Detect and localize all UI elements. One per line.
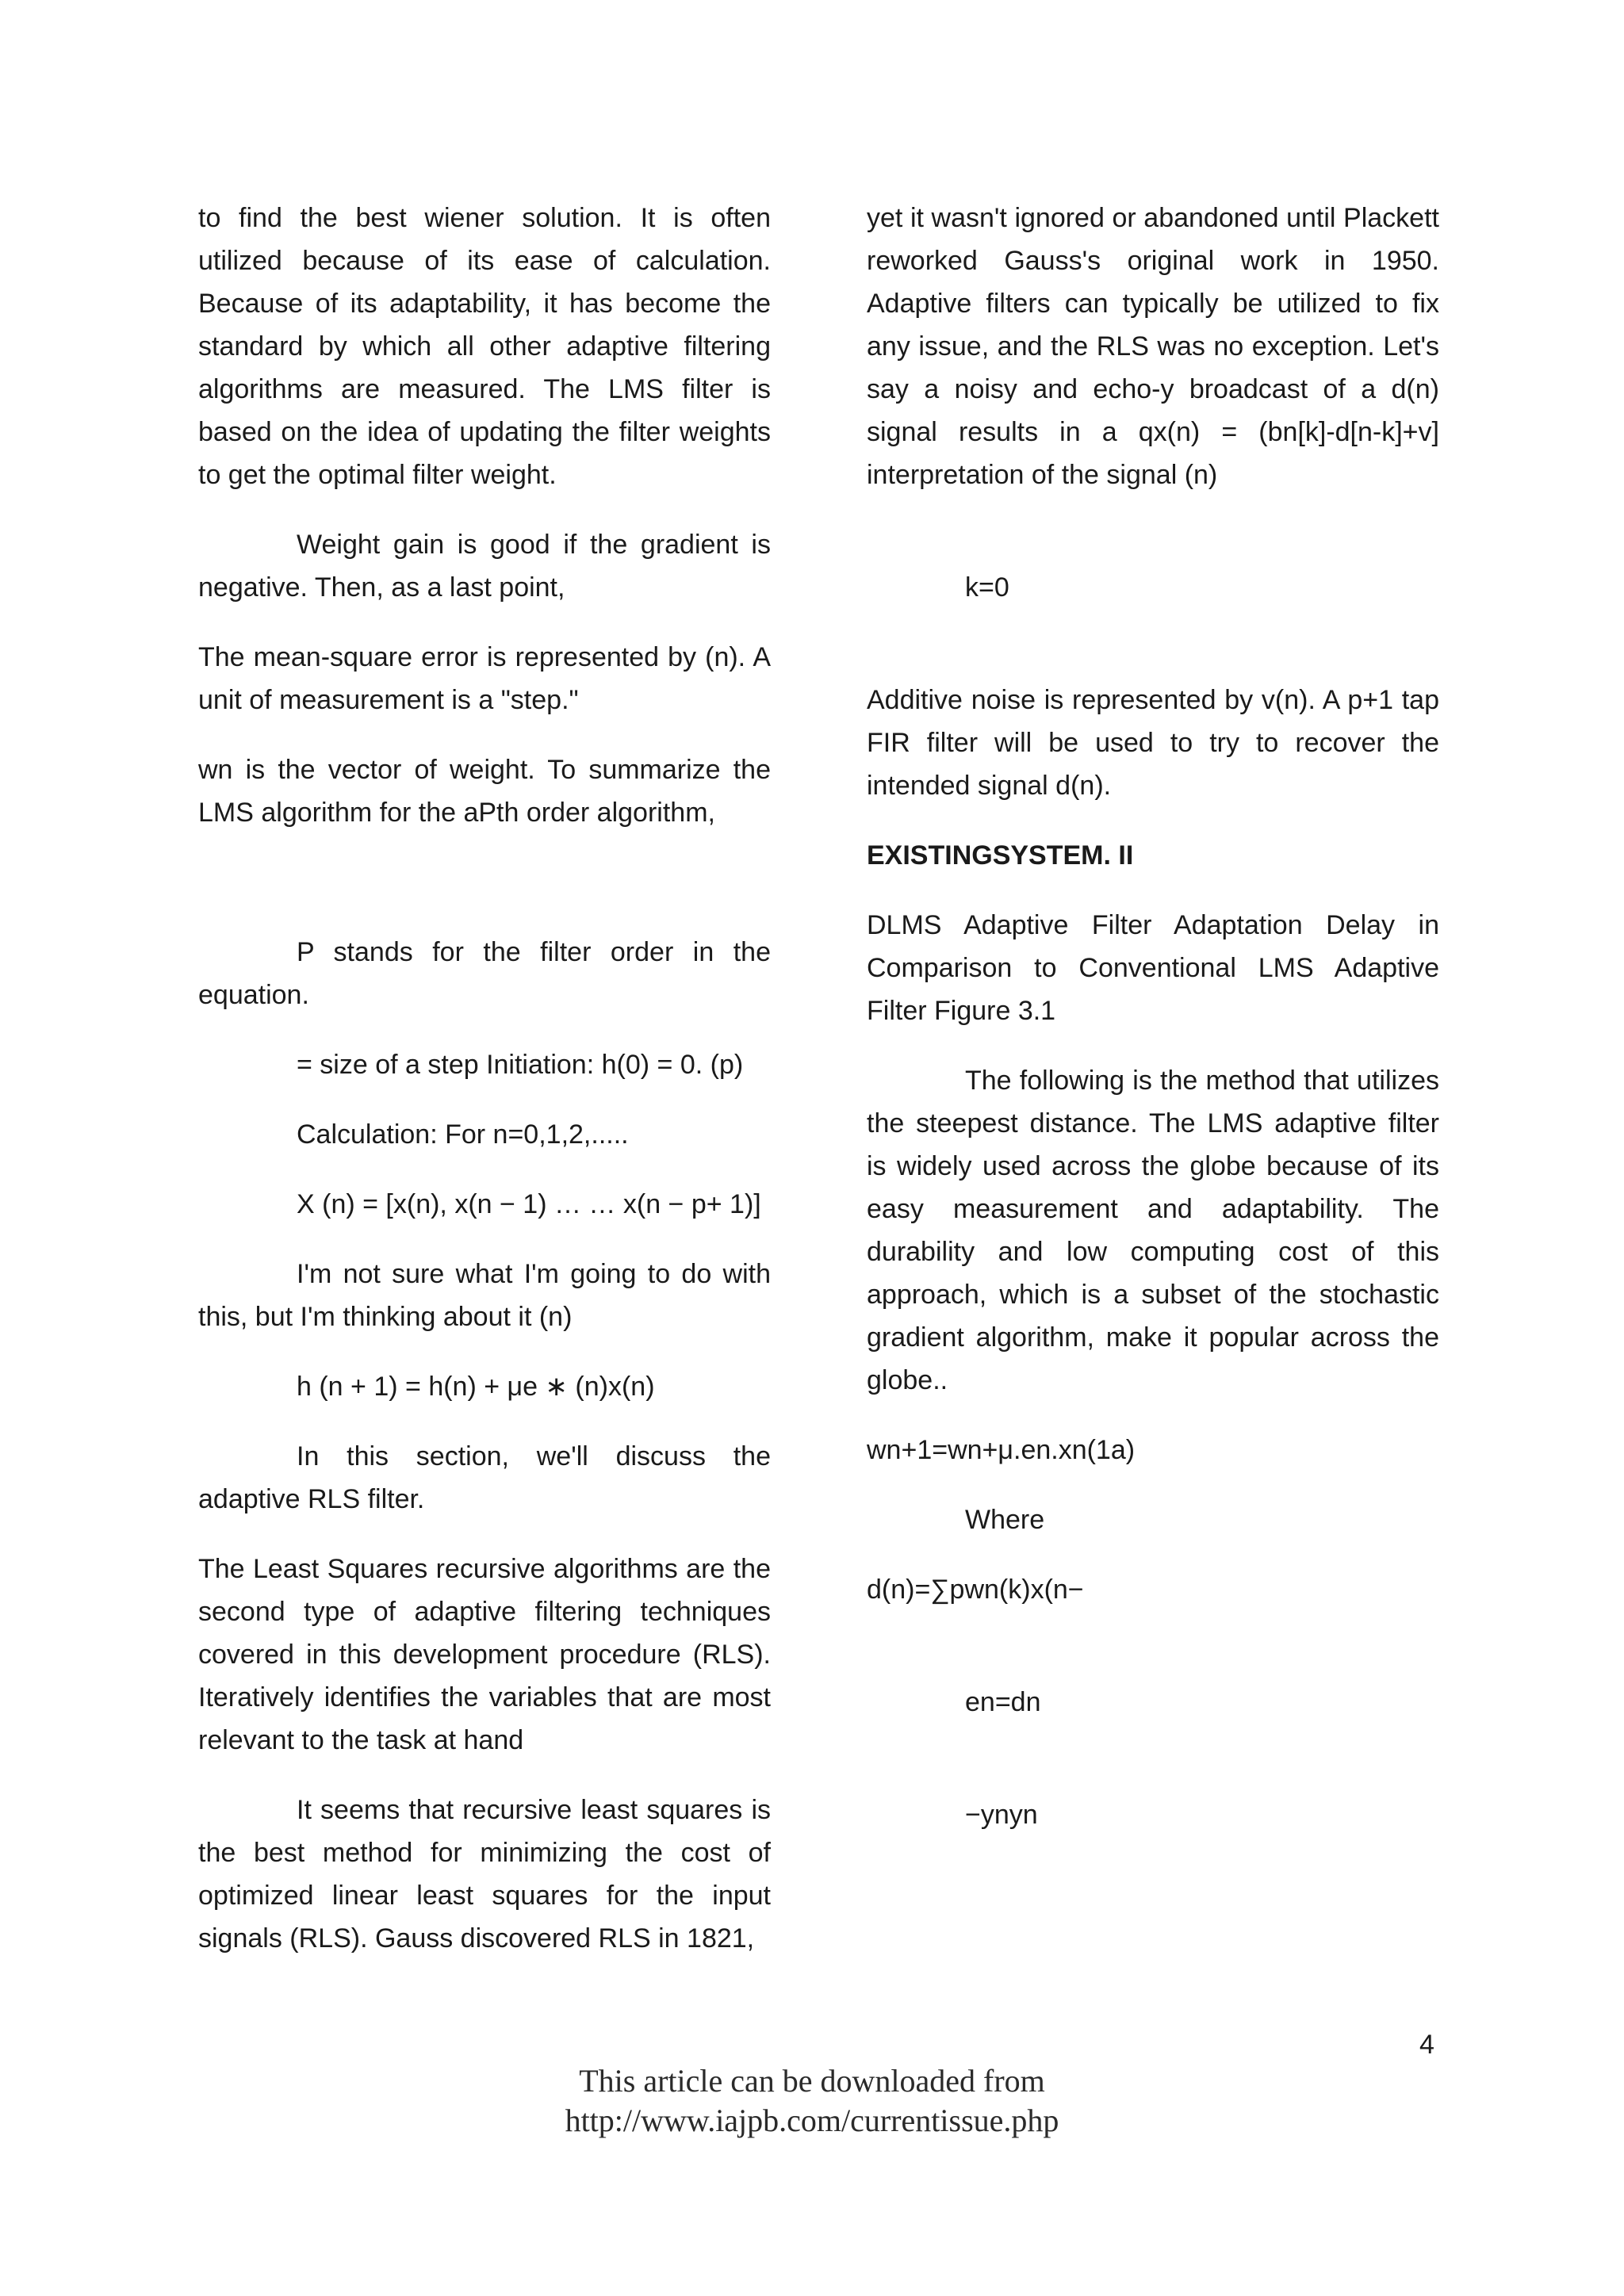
left-paragraph-1: to find the best wiener solution. It is often utilized because of its ease of calculation. Because of its adaptability, it has become the standard by which all other adaptive filtering algorithms are measured. The LMS filter is based on the idea of updating the filter weights to get the optimal filter weight. xyxy=(198,203,771,490)
input-vector-equation: X (n) = [x(n), x(n − 1) … … x(n − p+ 1)] xyxy=(297,1189,761,1219)
section-heading: EXISTINGSYSTEM. II xyxy=(867,840,1134,871)
error-equation: en=dn xyxy=(965,1687,1041,1717)
left-paragraph-2: Weight gain is good if the gradient is negative. Then, as a last point, xyxy=(198,530,771,603)
left-paragraph-9: It seems that recursive least squares is the best method for minimizing the cost of optimized linear least squares for the input signals (RLS). Gauss discovered RLS in 1821, xyxy=(198,1795,771,1954)
right-paragraph-2: Additive noise is represented by v(n). A p+1 tap FIR filter will be used to try to recover the intended signal d(n). xyxy=(867,685,1439,801)
where-label: Where xyxy=(965,1505,1045,1535)
left-column xyxy=(198,197,771,1987)
footer-url: http://www.iajpb.com/currentissue.php xyxy=(565,2103,1059,2138)
footer-line-1: This article can be downloaded from xyxy=(579,2063,1045,2099)
weight-equation: wn+1=wn+μ.en.xn(1a) xyxy=(867,1435,1136,1465)
equation-gap xyxy=(867,1751,1439,1793)
left-paragraph-4: wn is the vector of weight. To summarize the LMS algorithm for the aPth order algorithm, xyxy=(198,755,771,828)
step-size-line: = size of a step Initiation: h(0) = 0. (p) xyxy=(297,1050,744,1080)
page-number: 4 xyxy=(1419,2030,1434,2060)
left-paragraph-5: P stands for the filter order in the equation. xyxy=(198,937,771,1010)
right-paragraph-3: DLMS Adaptive Filter Adaptation Delay in Comparison to Conventional LMS Adaptive Filter Figure 3.1 xyxy=(867,910,1439,1026)
weight-update-equation: h (n + 1) = h(n) + μe ∗ (n)x(n) xyxy=(297,1372,655,1402)
equation-gap xyxy=(867,1638,1439,1681)
right-column xyxy=(867,197,1439,1863)
left-paragraph-3: The mean-square error is represented by (n). A unit of measurement is a "step." xyxy=(198,642,771,715)
right-paragraph-1: yet it wasn't ignored or abandoned until Plackett reworked Gauss's original work in 1950. Adaptive filters can typically be utilized to fix any issue, and the RLS was no exception. Let's say a noisy and echo-y broadcast of a d(n) signal results in a qx(n) = (bn[k]-d[n-k]+v] interpretation of the signal (n) xyxy=(867,203,1439,490)
left-paragraph-6: I'm not sure what I'm going to do with this, but I'm thinking about it (n) xyxy=(198,1259,771,1332)
calculation-line: Calculation: For n=0,1,2,..... xyxy=(297,1119,629,1150)
desired-signal-equation: d(n)=∑pwn(k)x(n− xyxy=(867,1575,1084,1605)
summation-index: k=0 xyxy=(965,572,1009,603)
equation-gap xyxy=(867,523,1439,566)
footer xyxy=(0,2061,1624,2141)
equation-gap xyxy=(867,636,1439,679)
left-paragraph-8: The Least Squares recursive algorithms are the second type of adaptive filtering techniques covered in this development procedure (RLS). Iteratively identifies the variables that are most relevant to the task at hand xyxy=(198,1554,771,1755)
right-paragraph-4: The following is the method that utilizes the steepest distance. The LMS adaptive filter is widely used across the globe because of its easy measurement and adaptability. The durability and low computing cost of this approach, which is a subset of the stochastic gradient algorithm, make it popular across the globe.. xyxy=(867,1066,1439,1395)
error-equation-term: −ynyn xyxy=(965,1800,1038,1830)
left-paragraph-7: In this section, we'll discuss the adaptive RLS filter. xyxy=(198,1441,771,1514)
equation-gap xyxy=(198,861,771,931)
